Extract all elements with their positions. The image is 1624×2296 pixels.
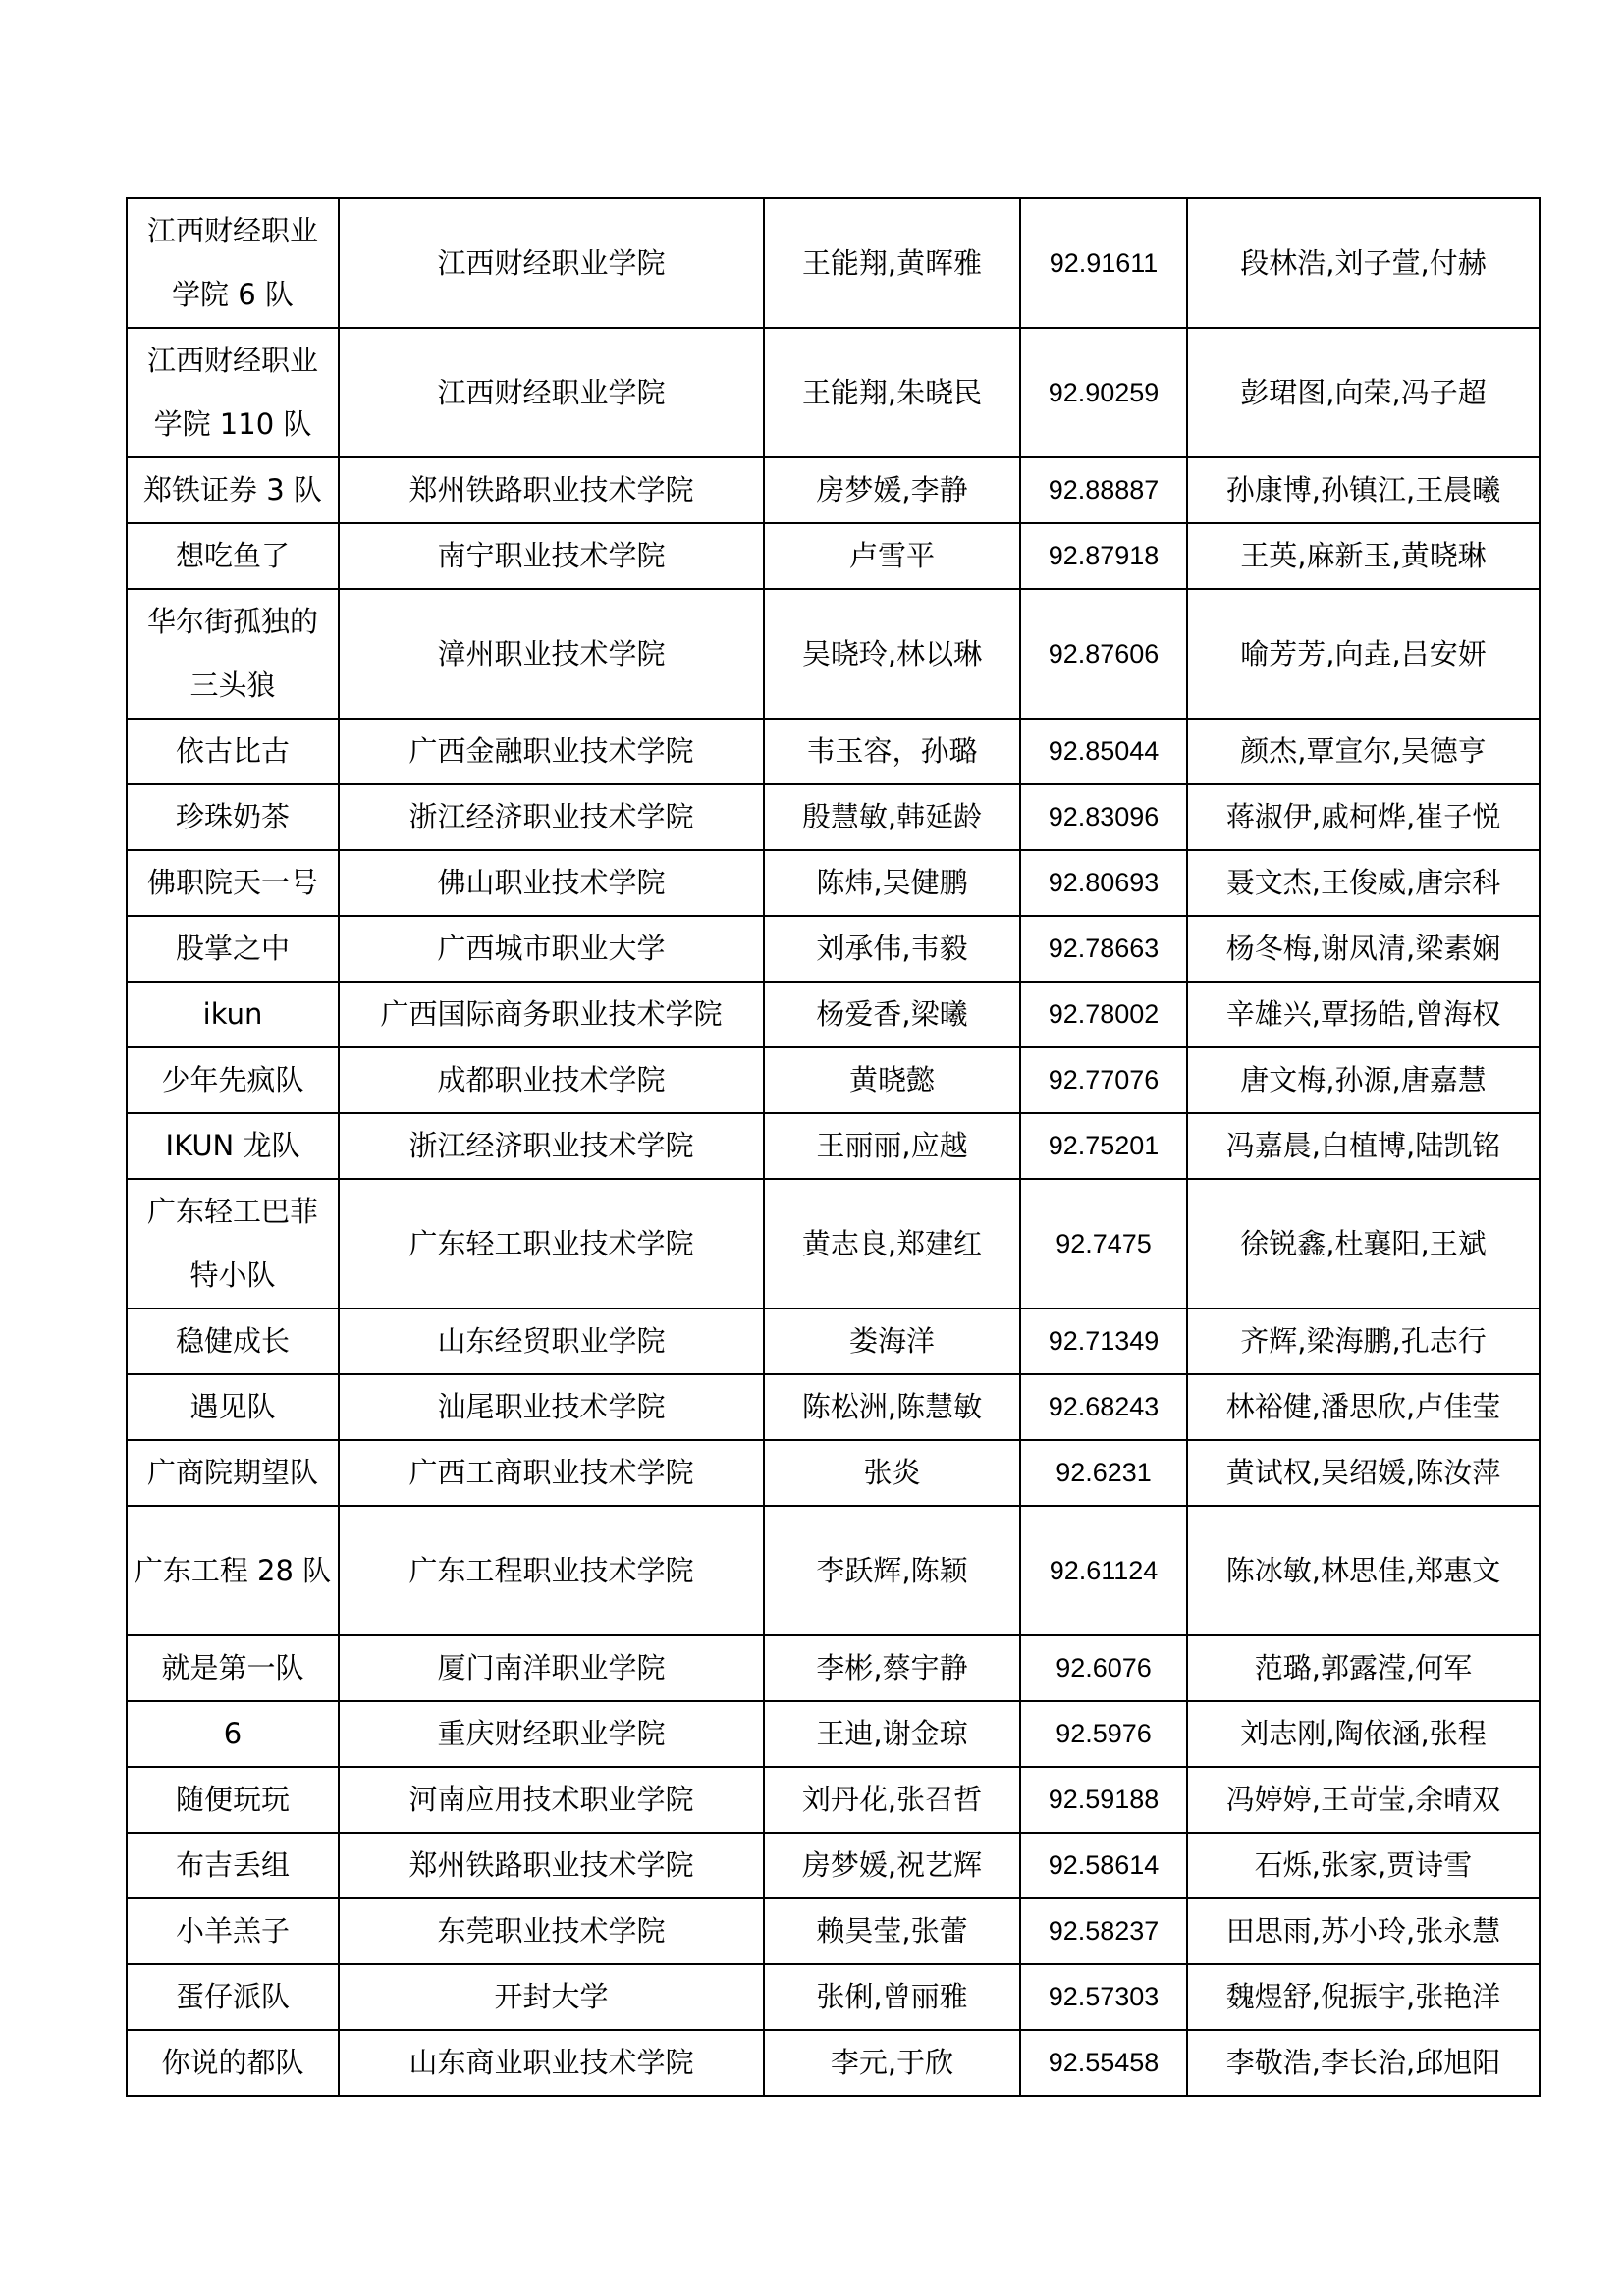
table-row [127,1113,1540,1179]
team-name-cell: IKUN 龙队 [127,1113,339,1179]
table-row [127,1635,1540,1701]
team-name-cell: 遇见队 [127,1374,339,1440]
school-cell: 广西城市职业大学 [339,916,764,982]
table-row [127,1440,1540,1506]
school-cell: 佛山职业技术学院 [339,850,764,916]
score-cell: 92.78663 [1020,916,1187,982]
team-name-cell: 江西财经职业学院 110 队 [127,328,339,457]
members-cell: 喻芳芳,向垚,吕安妍 [1187,589,1540,719]
members-cell: 魏煜舒,倪振宇,张艳洋 [1187,1964,1540,2030]
table-row [127,1898,1540,1964]
members-cell: 聂文杰,王俊威,唐宗科 [1187,850,1540,916]
members-cell: 刘志刚,陶依涵,张程 [1187,1701,1540,1767]
score-cell: 92.58237 [1020,1898,1187,1964]
score-cell: 92.61124 [1020,1506,1187,1635]
table-row [127,523,1540,589]
school-cell: 成都职业技术学院 [339,1047,764,1113]
school-cell: 浙江经济职业技术学院 [339,784,764,850]
score-cell: 92.87606 [1020,589,1187,719]
advisors-cell: 刘丹花,张召哲 [764,1767,1020,1833]
team-name-cell: 你说的都队 [127,2030,339,2096]
advisors-cell: 赖昊莹,张蕾 [764,1898,1020,1964]
team-name-cell: 布吉丢组 [127,1833,339,1898]
team-name-cell: 6 [127,1701,339,1767]
school-cell: 山东经贸职业学院 [339,1308,764,1374]
advisors-cell: 王能翔,朱晓民 [764,328,1020,457]
table-row [127,982,1540,1047]
advisors-cell: 刘承伟,韦毅 [764,916,1020,982]
advisors-cell: 杨爱香,梁曦 [764,982,1020,1047]
table-row [127,1374,1540,1440]
advisors-cell: 房梦媛,李静 [764,457,1020,523]
advisors-cell: 黄晓懿 [764,1047,1020,1113]
members-cell: 辛雄兴,覃扬皓,曾海权 [1187,982,1540,1047]
score-cell: 92.83096 [1020,784,1187,850]
advisors-cell: 陈炜,吴健鹏 [764,850,1020,916]
table-row [127,198,1540,328]
members-cell: 石烁,张家,贾诗雪 [1187,1833,1540,1898]
school-cell: 广东轻工职业技术学院 [339,1179,764,1308]
table-body [127,198,1540,2096]
members-cell: 唐文梅,孙源,唐嘉慧 [1187,1047,1540,1113]
table-row [127,1308,1540,1374]
school-cell: 漳州职业技术学院 [339,589,764,719]
score-cell: 92.55458 [1020,2030,1187,2096]
members-cell: 颜杰,覃宣尔,吴德亨 [1187,719,1540,784]
advisors-cell: 娄海洋 [764,1308,1020,1374]
score-cell: 92.88887 [1020,457,1187,523]
advisors-cell: 卢雪平 [764,523,1020,589]
team-name-cell: ikun [127,982,339,1047]
school-cell: 河南应用技术职业学院 [339,1767,764,1833]
advisors-cell: 吴晓玲,林以琳 [764,589,1020,719]
score-cell: 92.80693 [1020,850,1187,916]
team-name-cell: 稳健成长 [127,1308,339,1374]
table-row [127,1964,1540,2030]
table-row [127,1506,1540,1635]
table-row [127,1833,1540,1898]
team-name-cell: 广商院期望队 [127,1440,339,1506]
advisors-cell: 李跃辉,陈颖 [764,1506,1020,1635]
table-row [127,784,1540,850]
school-cell: 江西财经职业学院 [339,328,764,457]
school-cell: 广西国际商务职业技术学院 [339,982,764,1047]
score-cell: 92.58614 [1020,1833,1187,1898]
team-name-cell: 蛋仔派队 [127,1964,339,2030]
score-cell: 92.78002 [1020,982,1187,1047]
score-cell: 92.5976 [1020,1701,1187,1767]
score-cell: 92.71349 [1020,1308,1187,1374]
school-cell: 东莞职业技术学院 [339,1898,764,1964]
team-name-cell: 随便玩玩 [127,1767,339,1833]
table-row [127,1179,1540,1308]
team-name-cell: 华尔街孤独的三头狼 [127,589,339,719]
team-name-cell: 广东轻工巴菲特小队 [127,1179,339,1308]
school-cell: 浙江经济职业技术学院 [339,1113,764,1179]
members-cell: 陈冰敏,林思佳,郑惠文 [1187,1506,1540,1635]
members-cell: 段林浩,刘子萱,付赫 [1187,198,1540,328]
school-cell: 郑州铁路职业技术学院 [339,1833,764,1898]
members-cell: 杨冬梅,谢凤清,梁素娴 [1187,916,1540,982]
table-row [127,328,1540,457]
score-cell: 92.6076 [1020,1635,1187,1701]
advisors-cell: 殷慧敏,韩延龄 [764,784,1020,850]
table-row [127,916,1540,982]
members-cell: 范璐,郭露滢,何军 [1187,1635,1540,1701]
score-cell: 92.68243 [1020,1374,1187,1440]
school-cell: 郑州铁路职业技术学院 [339,457,764,523]
school-cell: 山东商业职业技术学院 [339,2030,764,2096]
score-cell: 92.57303 [1020,1964,1187,2030]
table-row [127,1047,1540,1113]
school-cell: 南宁职业技术学院 [339,523,764,589]
advisors-cell: 黄志良,郑建红 [764,1179,1020,1308]
advisors-cell: 李元,于欣 [764,2030,1020,2096]
members-cell: 王英,麻新玉,黄晓琳 [1187,523,1540,589]
school-cell: 广东工程职业技术学院 [339,1506,764,1635]
school-cell: 广西工商职业技术学院 [339,1440,764,1506]
team-name-cell: 郑铁证券 3 队 [127,457,339,523]
score-cell: 92.7475 [1020,1179,1187,1308]
table-row [127,850,1540,916]
advisors-cell: 王丽丽,应越 [764,1113,1020,1179]
table-row [127,719,1540,784]
team-name-cell: 江西财经职业学院 6 队 [127,198,339,328]
members-cell: 齐辉,梁海鹏,孔志行 [1187,1308,1540,1374]
advisors-cell: 张俐,曾丽雅 [764,1964,1020,2030]
school-cell: 广西金融职业技术学院 [339,719,764,784]
table-row [127,589,1540,719]
advisors-cell: 张炎 [764,1440,1020,1506]
members-cell: 田思雨,苏小玲,张永慧 [1187,1898,1540,1964]
score-cell: 92.87918 [1020,523,1187,589]
table-row [127,457,1540,523]
team-name-cell: 依古比古 [127,719,339,784]
score-cell: 92.77076 [1020,1047,1187,1113]
table-row [127,2030,1540,2096]
score-cell: 92.6231 [1020,1440,1187,1506]
team-name-cell: 珍珠奶茶 [127,784,339,850]
members-cell: 林裕健,潘思欣,卢佳莹 [1187,1374,1540,1440]
team-name-cell: 股掌之中 [127,916,339,982]
school-cell: 江西财经职业学院 [339,198,764,328]
school-cell: 开封大学 [339,1964,764,2030]
members-cell: 黄试权,吴绍媛,陈汝萍 [1187,1440,1540,1506]
advisors-cell: 王能翔,黄晖雅 [764,198,1020,328]
score-cell: 92.59188 [1020,1767,1187,1833]
table-row [127,1767,1540,1833]
school-cell: 重庆财经职业学院 [339,1701,764,1767]
score-cell: 92.90259 [1020,328,1187,457]
members-cell: 孙康博,孙镇江,王晨曦 [1187,457,1540,523]
team-name-cell: 想吃鱼了 [127,523,339,589]
school-cell: 厦门南洋职业学院 [339,1635,764,1701]
team-name-cell: 广东工程 28 队 [127,1506,339,1635]
score-cell: 92.75201 [1020,1113,1187,1179]
team-name-cell: 佛职院天一号 [127,850,339,916]
advisors-cell: 李彬,蔡宇静 [764,1635,1020,1701]
members-cell: 冯婷婷,王苛莹,余晴双 [1187,1767,1540,1833]
members-cell: 徐锐鑫,杜襄阳,王斌 [1187,1179,1540,1308]
score-cell: 92.91611 [1020,198,1187,328]
table-row [127,1701,1540,1767]
members-cell: 彭珺图,向荣,冯子超 [1187,328,1540,457]
school-cell: 汕尾职业技术学院 [339,1374,764,1440]
members-cell: 蒋淑伊,戚柯烨,崔子悦 [1187,784,1540,850]
members-cell: 李敬浩,李长治,邱旭阳 [1187,2030,1540,2096]
advisors-cell: 韦玉容，孙璐 [764,719,1020,784]
members-cell: 冯嘉晨,白植博,陆凯铭 [1187,1113,1540,1179]
advisors-cell: 房梦媛,祝艺辉 [764,1833,1020,1898]
score-cell: 92.85044 [1020,719,1187,784]
team-name-cell: 小羊羔子 [127,1898,339,1964]
team-name-cell: 就是第一队 [127,1635,339,1701]
team-name-cell: 少年先疯队 [127,1047,339,1113]
advisors-cell: 陈松洲,陈慧敏 [764,1374,1020,1440]
results-table [126,197,1541,2097]
advisors-cell: 王迪,谢金琼 [764,1701,1020,1767]
